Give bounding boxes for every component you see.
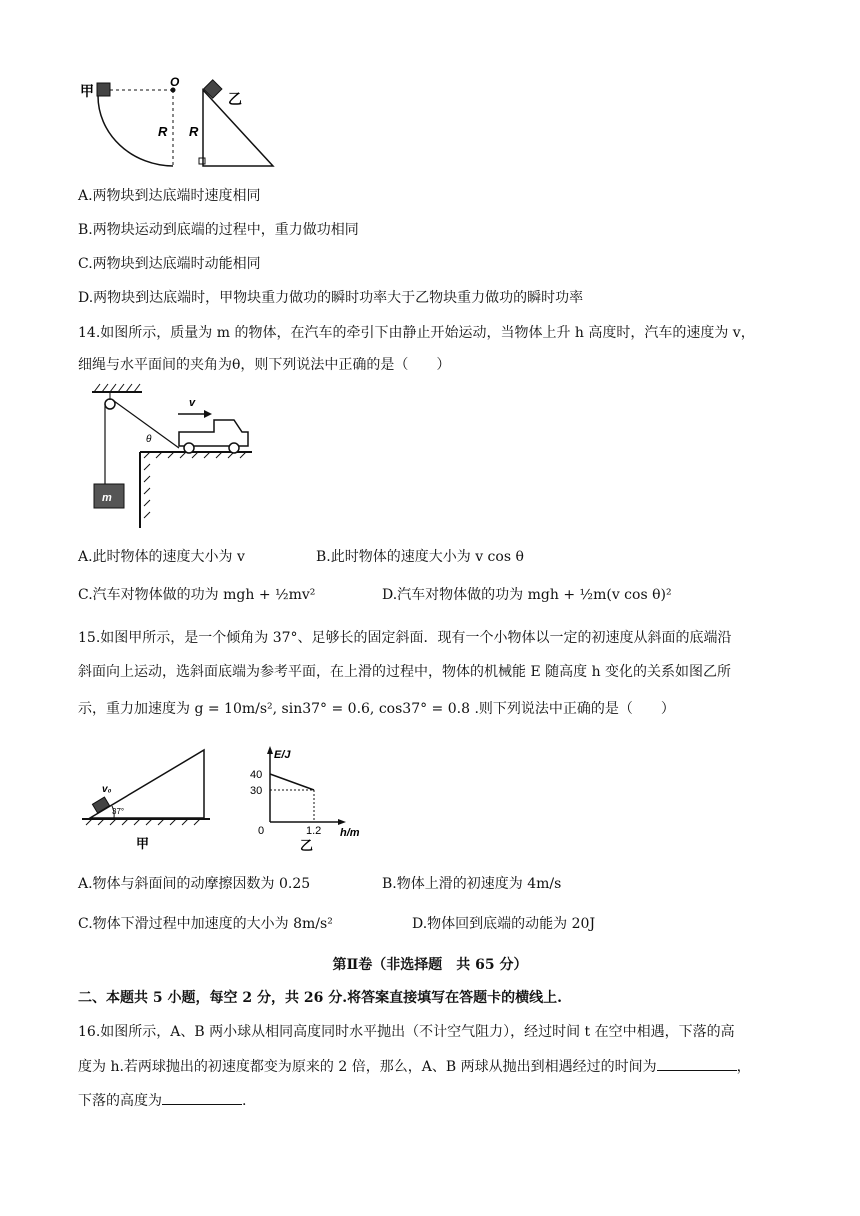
small-object-icon	[92, 797, 109, 813]
q13-option-b: B.两物块运动到底端的过程中，重力做功相同	[78, 222, 359, 238]
block-yi-icon	[204, 80, 222, 98]
x-tick-1-2: 1.2	[306, 825, 322, 837]
q16-line2-text: 度为 h.若两球抛出的初速度都变为原来的 2 倍，那么，A、B 两球从抛出到相遇经过的时间为	[78, 1059, 657, 1075]
q14-option-b: B.此时物体的速度大小为 v cos θ	[316, 549, 524, 565]
q15-figure-yi	[244, 742, 374, 854]
q16-line3	[78, 1090, 246, 1111]
q14-figure	[84, 380, 264, 530]
q14-label-m: m	[102, 492, 112, 504]
q14-stem-line2: 细绳与水平面间的夹角为θ，则下列说法中正确的是（ ）	[78, 357, 451, 373]
pulley-icon	[105, 399, 115, 409]
q13-option-a: A.两物块到达底端时速度相同	[78, 188, 261, 204]
y-tick-30: 30	[250, 785, 263, 797]
q14-option-a: A.此时物体的速度大小为 v	[78, 549, 245, 565]
q15-option-c: C.物体下滑过程中加速度的大小为 8m/s²	[78, 916, 333, 932]
q13-label-r2: R	[189, 124, 199, 139]
q13-figure	[78, 74, 298, 174]
y-tick-40: 40	[250, 769, 263, 781]
section-instructions: 二、本题共 5 小题，每空 2 分，共 26 分.将答案直接填写在答题卡的横线上.	[78, 990, 562, 1006]
q15-label-v0: v₀	[102, 784, 112, 795]
q15-option-b: B.物体上滑的初速度为 4m/s	[382, 876, 562, 892]
block-jia-icon	[97, 83, 110, 96]
q13-label-o: O	[170, 75, 180, 89]
q16-line1: 16.如图所示，A、B 两小球从相同高度同时水平抛出（不计空气阻力），经过时间 t 在空中相遇，下落的高	[78, 1024, 735, 1040]
q13-option-c: C.两物块到达底端时动能相同	[78, 256, 261, 272]
q15-label-angle: 37°	[112, 807, 125, 816]
section-title: 第Ⅱ卷（非选择题 共 65 分）	[332, 957, 528, 973]
q13-label-yi: 乙	[228, 91, 242, 107]
q16-line3-text: 下落的高度为	[78, 1093, 162, 1109]
x-axis-label: h/m	[340, 827, 360, 839]
q15-option-a: A.物体与斜面间的动摩擦因数为 0.25	[78, 876, 311, 892]
q13-label-r1: R	[158, 124, 168, 139]
q16-blank-height[interactable]	[162, 1090, 242, 1105]
q15-label-yi: 乙	[300, 838, 314, 853]
q14-label-v: v	[189, 397, 196, 409]
energy-line	[270, 774, 314, 790]
y-axis-label: E/J	[274, 749, 291, 761]
q14-option-c: C.汽车对物体做的功为 mgh + ½mv²	[78, 587, 316, 603]
q13-option-d: D.两物块到达底端时，甲物块重力做功的瞬时功率大于乙物块重力做功的瞬时功率	[78, 290, 584, 306]
q15-option-d: D.物体回到底端的动能为 20J	[412, 916, 596, 932]
q16-line3-end: .	[242, 1093, 247, 1109]
truck-icon	[179, 420, 248, 446]
q14-label-theta: θ	[146, 434, 152, 445]
velocity-arrow-icon	[204, 410, 212, 418]
q16-blank-time[interactable]	[657, 1056, 737, 1071]
q15-figure-jia	[82, 746, 212, 856]
q16-line2-end: ，	[736, 1059, 751, 1075]
q15-stem-line2: 斜面向上运动，选斜面底端为参考平面，在上滑的过程中，物体的机械能 E 随高度 h 变化的关系如图乙所	[78, 664, 732, 680]
q15-label-jia: 甲	[136, 836, 150, 851]
q14-stem-line1: 14.如图所示，质量为 m 的物体，在汽车的牵引下由静止开始运动，当物体上升 h 高度时，汽车的速度为 v，	[78, 325, 755, 341]
origin-label: 0	[258, 825, 265, 837]
q15-stem-line3: 示，重力加速度为 g = 10m/s², sin37° = 0.6, cos37° = 0.8 .则下列说法中正确的是（ ）	[78, 701, 675, 717]
q16-line2	[78, 1056, 751, 1077]
q15-stem-line1: 15.如图甲所示，是一个倾角为 37°、足够长的固定斜面．现有一个小物体以一定的初速度从斜面的底端沿	[78, 630, 732, 646]
q14-option-d: D.汽车对物体做的功为 mgh + ½m(v cos θ)²	[382, 587, 672, 603]
q13-label-jia: 甲	[80, 83, 94, 99]
